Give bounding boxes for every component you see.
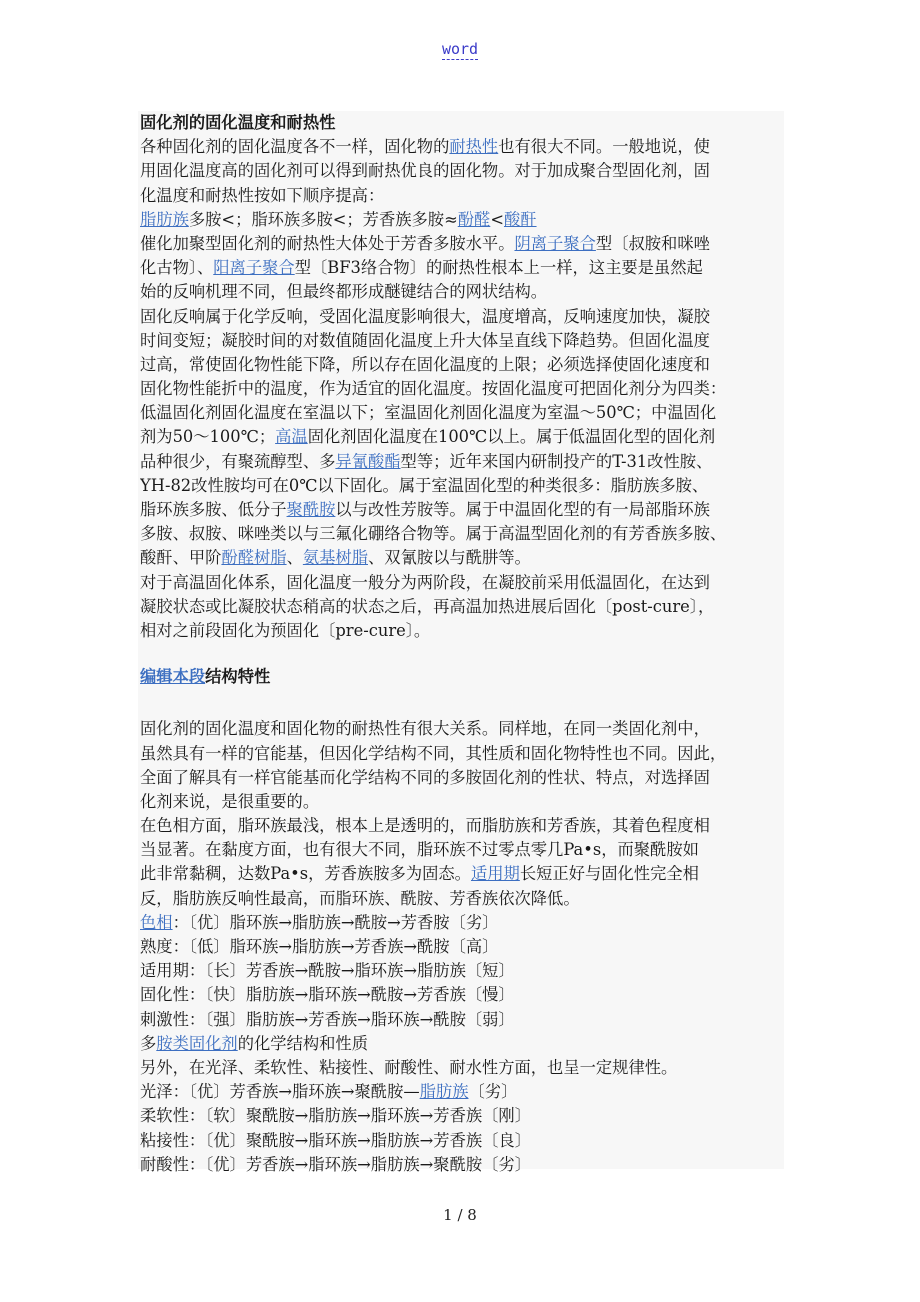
text-run: 刺激性：〔强〕脂肪族→芳香族→脂环族→酰胺〔弱〕 <box>140 1009 515 1029</box>
text-line <box>140 280 782 304</box>
text-run: 酸酐、甲阶 <box>140 548 222 568</box>
text-line <box>140 959 782 983</box>
text-run: 、 <box>286 548 303 568</box>
text-line <box>140 546 782 570</box>
text-run: 以与改性芳胺等。属于中温固化型的有一局部脂环族 <box>335 500 710 519</box>
term-link[interactable]: 脂肪族 <box>140 209 189 229</box>
text-line <box>140 450 782 474</box>
term-link[interactable]: 阴离子聚合 <box>514 233 596 253</box>
text-run: 固化剂的固化温度和固化物的耐热性有很大关系。同样地，在同一类固化剂中， <box>140 719 710 739</box>
text-run: 化剂来说，是很重要的。 <box>140 791 320 811</box>
text-line <box>140 329 782 353</box>
header-word-link[interactable] <box>0 40 920 58</box>
text-line <box>140 1104 782 1128</box>
text-run: 的化学结构和性质 <box>237 1033 368 1053</box>
text-run: 粘接性：〔优〕聚酰胺→脂环族→脂肪族→芳香族〔良〕 <box>140 1130 531 1150</box>
text-run: 固化反响属于化学反响，受固化温度影响很大，温度增高，反响速度加快，凝胶 <box>140 306 710 326</box>
text-line <box>140 353 782 377</box>
text-run: 型等；近年来国内研制投产的T-31改性胺、 <box>400 451 713 471</box>
edit-section-link[interactable]: 编辑本段 <box>140 667 206 687</box>
text-line <box>140 522 782 546</box>
text-line <box>140 838 782 862</box>
text-run: 适用期：〔长〕芳香族→酰胺→脂环族→脂肪族〔短〕 <box>140 961 515 981</box>
text-run: 过高，常使固化物性能下降，所以存在固化温度的上限；必须选择使固化速度和 <box>140 354 710 374</box>
text-run: 用固化温度高的固化剂可以得到耐热优良的固化物。对于加成聚合型固化剂，固 <box>140 161 710 181</box>
text-line <box>140 425 782 449</box>
term-link[interactable]: 异氰酸酯 <box>335 451 401 471</box>
text-line <box>140 571 782 595</box>
text-line <box>140 135 782 159</box>
text-line <box>140 1153 782 1177</box>
text-run: 低温固化剂固化温度在室温以下；室温固化剂固化温度为室温～50℃；中温固化 <box>140 403 717 423</box>
text-run: 凝胶状态或比凝胶状态稍高的状态之后，再高温加热进展后固化〔post-cure〕， <box>140 596 715 616</box>
section-gap <box>140 689 782 717</box>
text-run: 〔劣〕 <box>468 1082 518 1102</box>
text-run: 相对之前段固化为预固化〔pre-cure〕。 <box>140 620 431 640</box>
text-run: 在色相方面，脂环族最浅，根本上是透明的，而脂肪族和芳香族，其着色程度相 <box>140 816 710 836</box>
text-run: 剂为50～100℃； <box>140 427 276 447</box>
text-line <box>140 184 782 208</box>
text-run: 各种固化剂的固化温度各不一样，固化物的 <box>140 137 450 157</box>
text-line <box>140 474 782 498</box>
text-run: YH-82改性胺均可在0℃以下固化。属于室温固化型的种类很多：脂肪族多胺、 <box>140 475 709 495</box>
text-run: 品种很少，有聚巯醇型、多 <box>140 451 336 471</box>
text-line <box>140 766 782 790</box>
document-content <box>138 111 784 1174</box>
term-link[interactable]: 氨基树脂 <box>302 548 368 568</box>
text-run: 另外，在光泽、柔软性、粘接性、耐酸性、耐水性方面，也呈一定规律性。 <box>140 1057 678 1077</box>
text-line <box>140 983 782 1007</box>
text-run: 对于高温固化体系，固化温度一般分为两阶段，在凝胶前采用低温固化，在达到 <box>140 572 710 592</box>
section-gap <box>140 643 782 665</box>
text-line <box>140 619 782 643</box>
text-line <box>140 862 782 886</box>
text-run: 柔软性：〔软〕聚酰胺→脂肪族→脂环族→芳香族〔刚〕 <box>140 1106 531 1126</box>
text-line <box>140 887 782 911</box>
text-run: 固化物性能折中的温度，作为适宜的固化温度。按固化温度可把固化剂分为四类： <box>140 379 727 399</box>
text-run: 催化加聚型固化剂的耐热性大体处于芳香多胺水平。 <box>140 233 515 253</box>
term-link[interactable]: 色相 <box>140 912 173 932</box>
text-line <box>140 717 782 741</box>
text-run: 、双氰胺以与酰肼等。 <box>368 548 531 568</box>
text-run: 反，脂肪族反响性最高，而脂环族、酰胺、芳香族依次降低。 <box>140 888 580 908</box>
text-line <box>140 1056 782 1080</box>
text-line <box>140 1129 782 1153</box>
text-line <box>140 208 782 232</box>
text-line <box>140 377 782 401</box>
term-link[interactable]: 脂肪族 <box>419 1082 469 1102</box>
section2-title: 结构特性 <box>205 667 271 687</box>
term-link[interactable]: 酚醛树脂 <box>221 548 287 568</box>
text-run: ：〔优〕脂环族→脂肪族→酰胺→芳香胺〔劣〕 <box>172 912 499 932</box>
text-run: 固化剂固化温度在100℃以上。属于低温固化型的固化剂 <box>307 427 716 447</box>
text-line <box>140 790 782 814</box>
text-run: 此非常黏稠，达数Pa•s，芳香族胺多为固态。 <box>140 864 471 884</box>
text-run: 光泽：〔优〕芳香族→脂环族→聚酰胺— <box>140 1082 420 1102</box>
text-run: 虽然具有一样的官能基，但因化学结构不同，其性质和固化物特性也不同。因此， <box>140 743 727 763</box>
text-run: 也有很大不同。一般地说，使 <box>498 137 710 157</box>
text-run: 多胺、叔胺、咪唑类以与三氟化硼络合物等。属于高温型固化剂的有芳香族多胺、 <box>140 524 727 544</box>
text-run: 耐酸性：〔优〕芳香族→脂环族→脂肪族→聚酰胺〔劣〕 <box>140 1154 531 1174</box>
text-run: 长短正好与固化性完全相 <box>519 864 699 884</box>
term-link[interactable]: 聚酰胺 <box>286 500 336 519</box>
header-link-text[interactable]: word <box>441 40 479 58</box>
page-number: 1 / 8 <box>443 1206 477 1224</box>
text-run: 多胺<；脂环族多胺<；芳香族多胺≈ <box>188 209 458 229</box>
text-line <box>140 159 782 183</box>
text-line <box>140 911 782 935</box>
section1-title: 固化剂的固化温度和耐热性 <box>140 113 336 132</box>
text-line <box>140 256 782 280</box>
text-run: 型〔叔胺和咪唑 <box>595 233 710 253</box>
text-run: 化温度和耐热性按如下顺序提高： <box>140 185 385 205</box>
term-link[interactable]: 酚醛 <box>457 209 491 229</box>
term-link[interactable]: 阳离子聚合 <box>213 258 295 278</box>
text-line <box>140 742 782 766</box>
text-line <box>140 595 782 619</box>
text-line <box>140 401 782 425</box>
text-line <box>140 935 782 959</box>
text-run: 脂环族多胺、低分子 <box>140 500 287 519</box>
text-run: < <box>490 209 504 229</box>
text-run: 熟度：〔低〕脂环族→脂肪族→芳香族→酰胺〔高〕 <box>140 937 499 956</box>
term-link[interactable]: 高温 <box>275 427 308 447</box>
text-run: 当显著。在黏度方面，也有很大不同，脂环族不过零点零几Pa•s，而聚酰胺如 <box>140 840 699 860</box>
text-line <box>140 1080 782 1104</box>
text-line <box>140 498 782 522</box>
text-line <box>140 232 782 256</box>
text-line <box>140 814 782 838</box>
section2-heading <box>140 665 782 689</box>
text-line <box>140 1008 782 1032</box>
text-run: 固化性：〔快〕脂肪族→脂环族→酰胺→芳香族〔慢〕 <box>140 985 515 1005</box>
term-link[interactable]: 适用期 <box>470 864 520 884</box>
text-line <box>140 305 782 329</box>
text-run: 型〔BF3络合物〕的耐热性根本上一样，这主要是虽然起 <box>294 258 703 278</box>
text-run: 全面了解具有一样官能基而化学结构不同的多胺固化剂的性状、特点，对选择固 <box>140 767 710 787</box>
term-link[interactable]: 胺类固化剂 <box>156 1033 238 1053</box>
text-line <box>140 1032 782 1056</box>
term-link[interactable]: 酸酐 <box>503 209 537 229</box>
section1-body <box>140 135 782 643</box>
text-run: 时间变短；凝胶时间的对数值随固化温度上升大体呈直线下降趋势。但固化温度 <box>140 330 710 350</box>
section2-body <box>140 717 782 1177</box>
text-run: 始的反响机理不同，但最终都形成醚键结合的网状结构。 <box>140 282 548 302</box>
text-run: 多 <box>140 1033 157 1053</box>
term-link[interactable]: 耐热性 <box>449 137 499 157</box>
text-run: 化古物〕、 <box>140 258 214 278</box>
